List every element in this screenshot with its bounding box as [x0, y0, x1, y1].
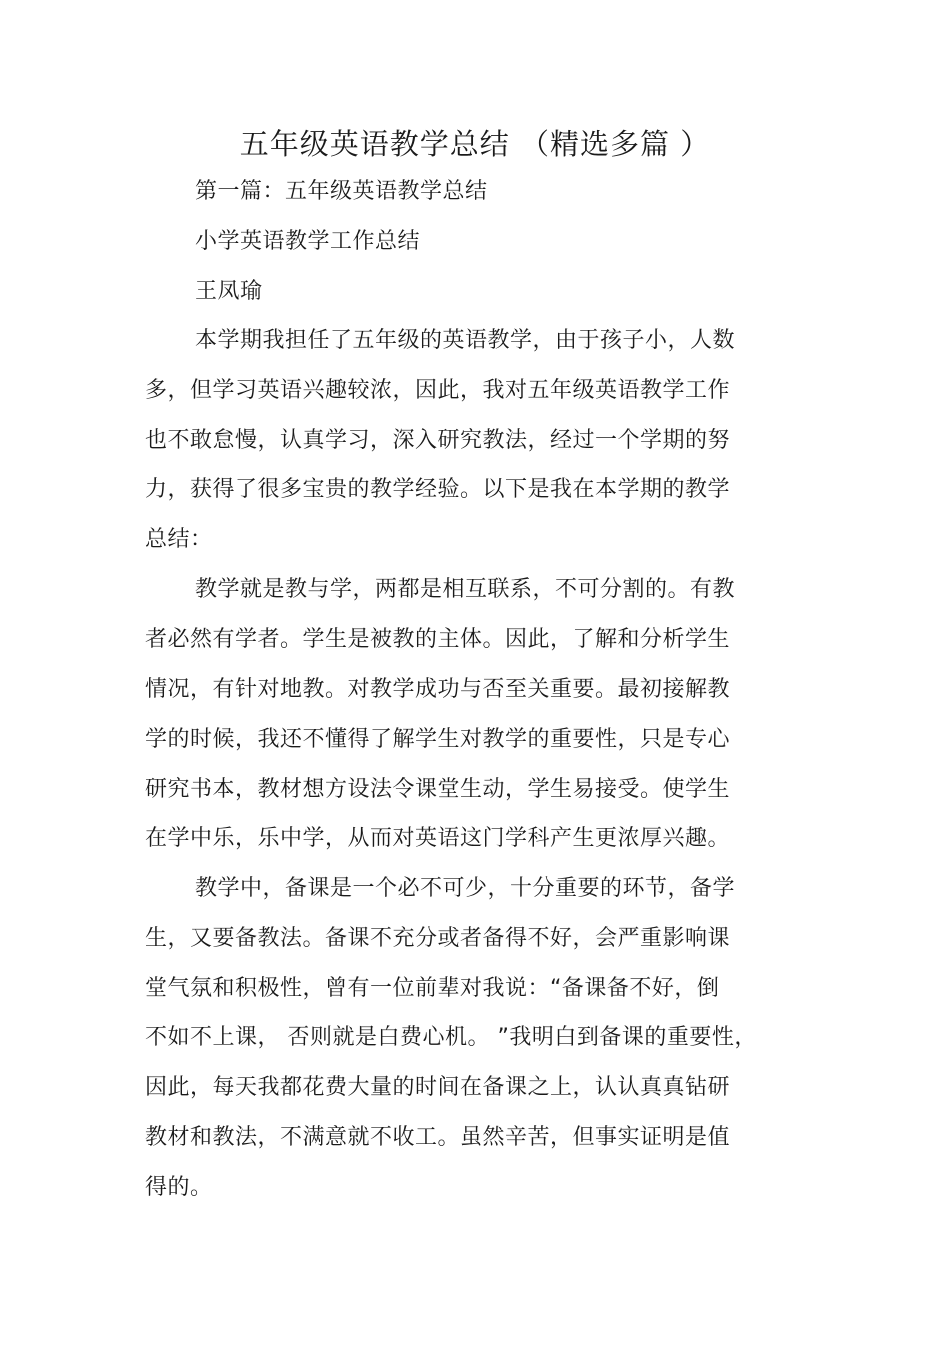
paragraph-3-line: 不如不上课， 否则就是白费心机。 ”我明白到备课的重要性， [145, 1025, 757, 1050]
paragraph-3-line: 生，又要备教法。备课不充分或者备得不好，会严重影响课 [145, 926, 731, 951]
paragraph-1-line: 力，获得了很多宝贵的教学经验。以下是我在本学期的教学 [145, 477, 731, 502]
paragraph-3-line: 教学中，备课是一个必不可少，十分重要的环节，备学 [195, 876, 736, 901]
paragraph-1-line: 本学期我担任了五年级的英语教学，由于孩子小，人数 [195, 328, 736, 353]
document-title: 五年级英语教学总结 （精选多篇 ） [239, 127, 711, 161]
paragraph-3-line: 教材和教法，不满意就不收工。虽然辛苦，但事实证明是值 [145, 1125, 731, 1150]
paragraph-2-line: 研究书本，教材想方设法令课堂生动，学生易接受。使学生 [145, 777, 731, 802]
paragraph-2-line: 情况，有针对地教。对教学成功与否至关重要。最初接解教 [145, 677, 731, 702]
report-heading: 小学英语教学工作总结 [195, 229, 421, 254]
paragraph-1-line: 也不敢怠慢，认真学习，深入研究教法，经过一个学期的努 [145, 428, 731, 453]
chapter-heading: 第一篇：五年级英语教学总结 [195, 179, 488, 204]
paragraph-1-line: 多，但学习英语兴趣较浓，因此，我对五年级英语教学工作 [145, 378, 731, 403]
paragraph-2-line: 学的时候，我还不懂得了解学生对教学的重要性，只是专心 [145, 727, 731, 752]
paragraph-1-line: 总结： [145, 527, 213, 552]
paragraph-3-line: 堂气氛和积极性，曾有一位前辈对我说：“备课备不好，倒 [145, 976, 720, 1001]
paragraph-3-line: 得的。 [145, 1175, 213, 1200]
paragraph-2-line: 在学中乐，乐中学，从而对英语这门学科产生更浓厚兴趣。 [145, 826, 731, 851]
paragraph-2-line: 者必然有学者。学生是被教的主体。因此，了解和分析学生 [145, 627, 731, 652]
author-name: 王凤瑜 [195, 279, 263, 304]
paragraph-2-line: 教学就是教与学，两都是相互联系，不可分割的。有教 [195, 577, 736, 602]
paragraph-3-line: 因此，每天我都花费大量的时间在备课之上，认认真真钻研 [145, 1075, 731, 1100]
